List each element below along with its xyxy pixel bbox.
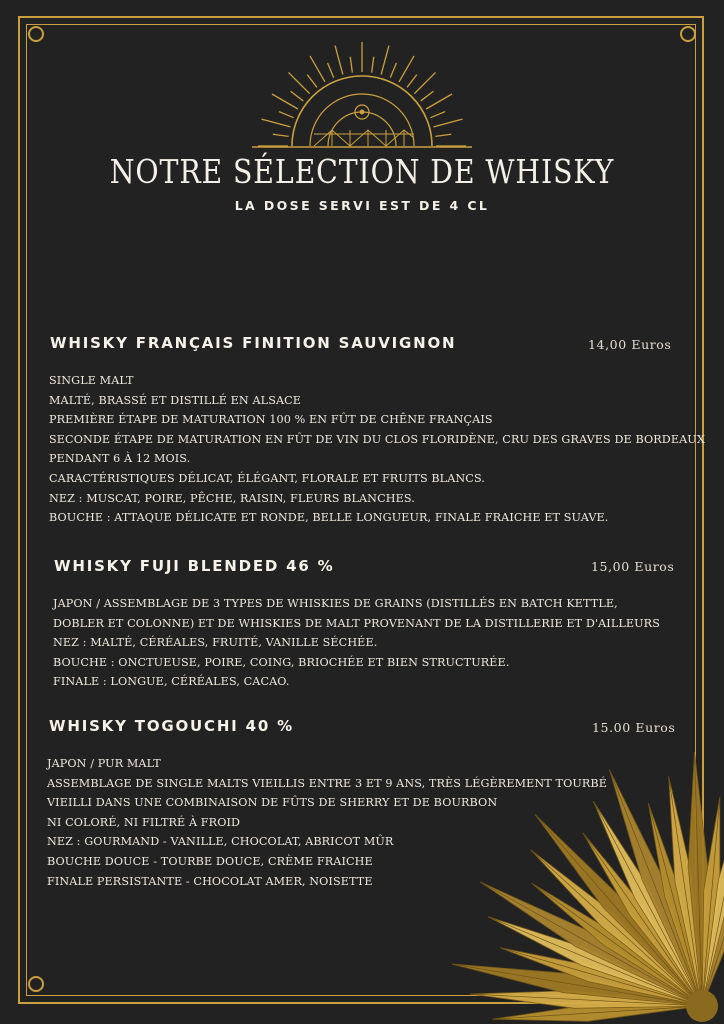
description-line: PENDANT 6 À 12 MOIS.: [49, 452, 191, 466]
description-line: SINGLE MALT: [49, 374, 134, 387]
description-line: BOUCHE : ONCTUEUSE, POIRE, COING, BRIOCHÉE ET BIEN STRUCTURÉE.: [53, 655, 510, 669]
sunburst-ray: [310, 56, 325, 82]
sunburst-ray: [430, 112, 445, 118]
whisky-item-description: [49, 371, 705, 528]
sunburst-ray: [272, 94, 298, 109]
description-line: NEZ : MUSCAT, POIRE, PÊCHE, RAISIN, FLEURS BLANCHES.: [49, 491, 415, 505]
description-line: JAPON / ASSEMBLAGE DE 3 TYPES DE WHISKIES DE GRAINS (DISTILLÉS EN BATCH KETTLE,: [53, 597, 618, 610]
sunburst-ray: [335, 46, 343, 75]
description-line: PREMIÈRE ÉTAPE DE MATURATION 100 % EN FÛT DE CHÊNE FRANÇAIS: [49, 413, 493, 427]
sunburst-ray: [288, 72, 309, 93]
description-line: NEZ : GOURMAND - VANILLE, CHOCOLAT, ABRICOT MÛR: [47, 835, 394, 849]
sunburst-ray: [399, 56, 414, 82]
sunburst-ray: [307, 75, 317, 88]
description-line: SECONDE ÉTAPE DE MATURATION EN FÛT DE VIN DU CLOS FLORIDÈNE, CRU DES GRAVES DE BORDEAUX: [49, 432, 705, 446]
sunburst-ray: [414, 72, 435, 93]
page-subtitle: LA DOSE SERVI EST DE 4 CL: [234, 198, 490, 213]
golden-palm-leaf-icon: [452, 748, 724, 1024]
description-line: NEZ : MALTÉ, CÉRÉALES, FRUITÉ, VANILLE SÉCHÉE.: [53, 636, 378, 650]
sunburst-ray: [291, 91, 304, 101]
sunburst-ray: [262, 119, 291, 127]
whisky-item-price: 15,00 Euros: [591, 559, 675, 574]
frame-corner-ornament: [680, 26, 696, 42]
sunburst-ray: [273, 134, 289, 136]
sunburst-ornament-icon: [232, 38, 492, 150]
sunburst-ray: [433, 119, 462, 127]
description-line: VIEILLI DANS UNE COMBINAISON DE FÛTS DE SHERRY ET DE BOURBON: [47, 796, 498, 810]
palm-hub: [686, 990, 718, 1022]
description-line: ASSEMBLAGE DE SINGLE MALTS VIEILLIS ENTRE 3 ET 9 ANS, TRÈS LÉGÈREMENT TOURBÉ: [47, 776, 607, 790]
whisky-item-description: [53, 594, 660, 692]
sunburst-ray: [407, 75, 417, 88]
whisky-item-title: WHISKY FUJI BLENDED 46 %: [54, 557, 335, 575]
whisky-item-title: WHISKY FRANÇAIS FINITION SAUVIGNON: [50, 334, 457, 352]
description-line: FINALE : LONGUE, CÉRÉALES, CACAO.: [53, 675, 290, 689]
description-line: FINALE PERSISTANTE - CHOCOLAT AMER, NOISETTE: [47, 874, 373, 888]
sunburst-ray: [390, 63, 396, 78]
frame-corner-ornament: [28, 26, 44, 42]
description-line: JAPON / PUR MALT: [47, 757, 161, 770]
description-line: CARACTÉRISTIQUES DÉLICAT, ÉLÉGANT, FLORALE ET FRUITS BLANCS.: [49, 471, 485, 485]
description-line: BOUCHE : ATTAQUE DÉLICATE ET RONDE, BELLE LONGUEUR, FINALE FRAICHE ET SUAVE.: [49, 511, 609, 525]
frame-corner-ornament: [28, 976, 44, 992]
sunburst-ray: [426, 94, 452, 109]
sunburst-ray: [372, 57, 374, 73]
description-line: MALTÉ, BRASSÉ ET DISTILLÉ EN ALSACE: [49, 393, 302, 407]
description-line: DOBLER ET COLONNE) ET DE WHISKIES DE MALT PROVENANT DE LA DISTILLERIE ET D'AILLEURS: [53, 616, 660, 630]
sunburst-ray: [381, 46, 389, 75]
sunburst-ray: [350, 57, 352, 73]
whisky-item-title: WHISKY TOGOUCHI 40 %: [49, 717, 294, 735]
description-line: BOUCHE DOUCE - TOURBE DOUCE, CRÈME FRAICHE: [47, 854, 373, 868]
sunburst-ray: [279, 112, 294, 118]
description-line: NI COLORÉ, NI FILTRÉ À FROID: [47, 815, 241, 829]
sunburst-ray: [328, 63, 334, 78]
sunburst-ray: [421, 91, 434, 101]
page-title: NOTRE SÉLECTION DE WHISKY: [109, 152, 615, 191]
whisky-item-price: 15.00 Euros: [592, 720, 676, 735]
whisky-item-price: 14,00 Euros: [588, 337, 672, 352]
sunburst-ray: [435, 134, 451, 136]
